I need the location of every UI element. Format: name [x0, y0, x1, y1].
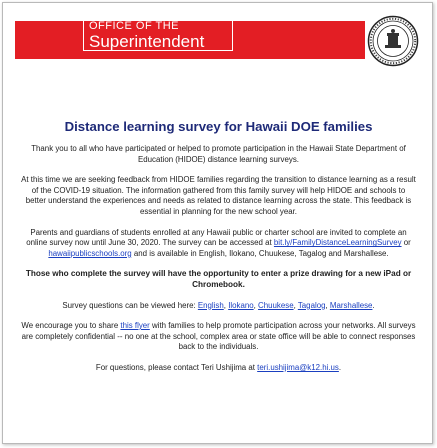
prize-text: Those who complete the survey will have the opportunity to enter a prize drawing for a new iPad or Chromebook.: [25, 269, 412, 289]
share-text-before: We encourage you to share: [21, 321, 119, 331]
invite-text-before: Parents and guardians of students enrolled at any Hawaii public or charter school are invited to complete an online survey now until June 30, 2020. The survey can be accessed at: [26, 227, 407, 248]
page-title: Distance learning survey for Hawaii DOE families: [64, 119, 373, 134]
banner-superintendent-text: Superintendent: [89, 32, 205, 51]
questions-link-ilokano[interactable]: Ilokano: [228, 300, 254, 310]
comma-separator: ,: [223, 300, 226, 310]
questions-paragraph: [21, 301, 416, 312]
banner-office-text: OFFICE OF THE: [89, 20, 180, 32]
invite-paragraph: [21, 228, 416, 260]
state-seal-icon: [367, 15, 419, 67]
invite-text-after: and is available in English, Ilokano, Chuukese, Tagalog and Marshallese.: [133, 248, 389, 258]
hidoe-website-link[interactable]: hawaiipublicschools.org: [48, 248, 132, 258]
feedback-paragraph: [21, 175, 416, 217]
survey-short-link[interactable]: bit.ly/FamilyDistanceLearningSurvey: [273, 238, 402, 248]
document-frame: [2, 2, 433, 444]
prize-paragraph: [21, 269, 416, 290]
period: .: [338, 362, 342, 372]
questions-link-english[interactable]: English: [197, 300, 224, 310]
document-body: [21, 119, 416, 384]
comma-separator: ,: [293, 300, 296, 310]
questions-link-tagalog[interactable]: Tagalog: [297, 300, 326, 310]
period: .: [372, 300, 375, 310]
questions-link-chuukese[interactable]: Chuukese: [258, 300, 294, 310]
feedback-text: At this time we are seeking feedback from HIDOE families regarding the transition to distance learning as a result of the COVID-19 situation. The information gathered from this family survey will help HIDOE and schools to better understand the experiences and needs as related to distance learning across the state. This feedback is essential in planning for the new school year.: [21, 175, 416, 216]
comma-separator: ,: [325, 300, 328, 310]
questions-text: Survey questions can be viewed here:: [62, 300, 196, 310]
share-paragraph: [21, 321, 416, 353]
thanks-paragraph: [21, 144, 416, 165]
questions-link-marshallese[interactable]: Marshallese: [329, 300, 373, 310]
contact-email-link[interactable]: teri.ushijima@k12.hi.us: [257, 362, 339, 372]
contact-paragraph: [21, 363, 416, 374]
thanks-text: Thank you to all who have participated or helped to promote participation in the Hawaii State Department of Education (HIDOE) distance learning surveys.: [31, 144, 406, 164]
invite-or: or: [403, 238, 411, 248]
flyer-link[interactable]: this flyer: [120, 321, 150, 331]
header-banner: [15, 15, 422, 67]
share-text-after: with families to help promote participation across your networks. All surveys are completely confidential -- no one at the school, complex area or state office will be able to connect responses back to the individuals.: [21, 321, 416, 352]
comma-separator: ,: [253, 300, 256, 310]
contact-text: For questions, please contact Teri Ushijima at: [95, 362, 255, 372]
